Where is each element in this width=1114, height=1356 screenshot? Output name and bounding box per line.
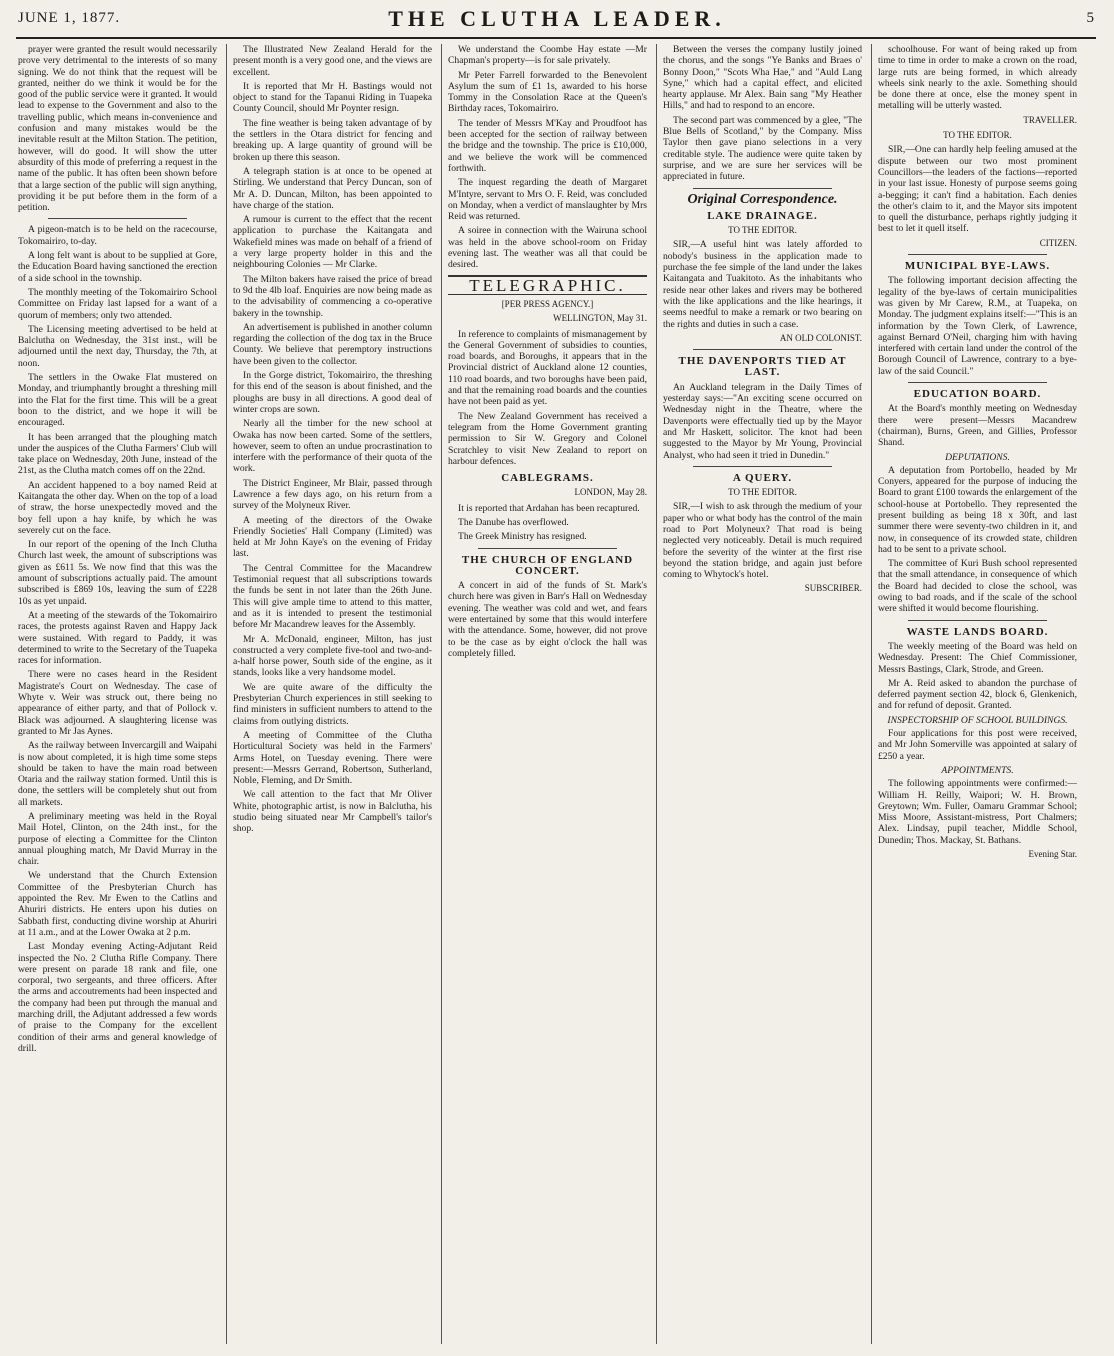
column-3	[448, 44, 647, 1344]
news-paragraph: The second part was commenced by a glee, "The Blue Bells of Scotland," by the Company. Miss Taylor then gave piano selections in a very creditable style. The audience were quite taken by surprise, and we are sure her services will be appreciated in future.	[663, 114, 862, 183]
column-5	[878, 44, 1077, 1344]
news-paragraph: Mr A. Reid asked to abandon the purchase of deferred payment section 42, block 6, Glenkenich, and for refund of deposit. Granted.	[878, 677, 1077, 712]
news-paragraph: The Illustrated New Zealand Herald for the present month is a very good one, and the views are excellent.	[233, 44, 432, 78]
news-paragraph: The tender of Messrs M'Kay and Proudfoot has been accepted for the section of railway between the bridge and the township. The price is £10,000, and we believe the work will be commenced forthwith.	[448, 117, 647, 174]
column-divider	[226, 44, 227, 1344]
sub-heading: INSPECTORSHIP OF SCHOOL BUILDINGS.	[887, 714, 1068, 726]
letter-signature: CITIZEN.	[1039, 237, 1077, 248]
news-paragraph: The following important decision affecting the legality of the bye-laws of certain municipalities was given by Mr Carew, R.M., at Tuapeka, on Monday. The judgment explains itself:—"This is an information by the Town Clerk, of Lawrence, against Bernard O'Neil, charging him with having interfered with certain land under the control of the Borough Council of Lawrence, contrary to a bye-law of the said Council."	[878, 275, 1077, 377]
news-paragraph: prayer were granted the result would necessarily prove very detrimental to the interests of so many signing. We do not think that the request will be granted, neither do we think it would be for the good of the public service were it granted. It would lead to expense to the Government and also to the travelling public, which means in-convenience and confusion and many mistakes would be the inevitable result at the Milton Station. The petition, however, will do good. It will show the utter absurdity of this mode of preferring a request in the name of the public. It has often been shown before that a large section of the public will sign anything, providing it be put before them in the form of a petition.	[18, 44, 217, 214]
news-paragraph: In our report of the opening of the Inch Clutha Church last week, the amount of subscriptions was given as £611 5s. We now find that this was the amount of subscriptions actually paid. The amount subscribed is £869 10s, leaving the sum of £228 10s as yet unpaid.	[18, 539, 217, 607]
section-heading: WASTE LANDS BOARD.	[906, 625, 1049, 638]
news-paragraph: Between the verses the company lustily joined the chorus, and the songs "Ye Banks and Braes o' Bonny Doon," "Scots Wha Hae," and "Auld Lang Syne," which had a capital effect, and elicited hearty applause. Mr Alex. Bain sang "My Heather Hills," and had to respond to an encore.	[663, 44, 862, 112]
section-heading: LAKE DRAINAGE.	[707, 209, 818, 222]
news-paragraph: A meeting of the directors of the Owake Friendly Societies' Hall Company (Limited) was held at Mr John Kaye's on the evening of Friday last.	[233, 514, 432, 560]
to-the-editor: TO THE EDITOR.	[728, 487, 797, 498]
divider	[908, 254, 1047, 255]
divider	[908, 620, 1047, 621]
correspondence-heading: Original Correspondence.	[687, 191, 838, 207]
news-paragraph: Four applications for this post were received, and Mr John Somerville was appointed at salary of £250 a year.	[878, 728, 1077, 762]
news-paragraph: A pigeon-match is to be held on the racecourse, Tokomairiro, to-day.	[18, 224, 217, 247]
news-paragraph: Mr Peter Farrell forwarded to the Benevolent Asylum the sum of £1 1s, awarded to his horse Tommy in the Consolation Race at the Queen's Birthday races, Tokomairiro.	[448, 69, 647, 115]
news-paragraph: It is reported that Mr H. Bastings would not object to stand for the Tapanui Riding in Tuapeka County Council, should Mr Poynter resign.	[233, 80, 432, 115]
column-1	[18, 44, 217, 1344]
news-paragraph: The weekly meeting of the Board was held on Wednesday. Present: The Chief Commissioner, Messrs Bastings, Clark, Strode, and Green.	[878, 640, 1077, 675]
telegraphic-subheading: [PER PRESS AGENCY.]	[501, 298, 594, 309]
news-paragraph: Mr A. McDonald, engineer, Milton, has just constructed a very complete five-tool and two-and-a-half horse power, South side of the engine, as it stands, looks like a very handsome model.	[233, 633, 432, 679]
letter-signature: AN OLD COLONIST.	[779, 332, 862, 343]
page-number: 5	[1086, 10, 1094, 26]
news-paragraph: The District Engineer, Mr Blair, passed through Lawrence a few days ago, on his return from a survey of the Molyneux River.	[233, 477, 432, 512]
letter-paragraph: SIR,—One can hardly help feeling amused at the dispute between our two most prominent Councillors—the leaders of the factions—reported in your last issue. Honesty of purpose seems going a-begging; it can't find a habitation. Each denies the other's claim to it, and the Mayor sits impotent to quell the disturbance, perhaps rightly judging it best to let it quell itself.	[878, 144, 1077, 235]
sub-heading: DEPUTATIONS.	[945, 451, 1010, 463]
news-paragraph: In the Gorge district, Tokomairiro, the threshing for this end of the season is about finished, and the ploughs are busy in all directions. A good deal of winter crops are sown.	[233, 370, 432, 415]
news-paragraph: There were no cases heard in the Resident Magistrate's Court on Wednesday. The case of Whyte v. Weir was struck out, there being no appearance of either party, and that of Pollock v. Black was adjourned. A slaughtering license was granted to Mr Jas Aynes.	[18, 669, 217, 737]
section-heading: MUNICIPAL BYE-LAWS.	[904, 260, 1051, 273]
news-paragraph: The settlers in the Owake Flat mustered on Monday, and triumphantly brought a threshing mill into the Flat for the first time. This will be a great boon to the district, and we hope it will be encouraged.	[18, 372, 217, 429]
news-paragraph: A rumour is current to the effect that the recent application to purchase the Kaitangata and Wakefield mines was made on behalf of a friend of a very large property holder in this and the neighbouring Colonies — Mr Clarke.	[233, 214, 432, 271]
news-paragraph: The Greek Ministry has resigned.	[458, 531, 587, 543]
news-paragraph: We are quite aware of the difficulty the Presbyterian Church experiences in still seeking to find ministers in sufficient numbers to attend to the claims from outlying districts.	[233, 681, 432, 727]
divider	[478, 548, 617, 549]
news-paragraph: An Auckland telegram in the Daily Times of yesterday says:—"An exciting scene occurred on Wednesday night in the Theatre, where the Davenports were effectually tied up by the Mayor and Mr Haskett, solicitor. The knot had been suggested to the Mayor by Mr Young, Provincial Analyst, who had seen it tried in Dunedin."	[663, 381, 862, 461]
news-paragraph: A preliminary meeting was held in the Royal Mail Hotel, Clinton, on the 24th inst., for the purpose of electing a Committee for the Clinton annual ploughing match, Mr David Murray in the chair.	[18, 811, 217, 868]
divider	[693, 466, 832, 467]
column-divider	[656, 44, 657, 1344]
news-paragraph: The New Zealand Government has received a telegram from the Home Government granting permission to Sir W. Gregory and Colonel Scratchley to visit New Zealand to report on harbour defences.	[448, 410, 647, 467]
issue-date: JUNE 1, 1877.	[18, 10, 121, 26]
news-paragraph: The Licensing meeting advertised to be held at Balclutha on Wednesday, the 31st inst., will be adjourned until the next day, Thursday, the 7th, at noon.	[18, 323, 217, 369]
news-paragraph: It is reported that Ardahan has been recaptured.	[458, 502, 640, 514]
telegraphic-heading: TELEGRAPHIC.	[448, 275, 647, 295]
divider	[693, 349, 832, 350]
masthead	[0, 0, 1114, 40]
news-paragraph: It has been arranged that the ploughing match under the auspices of the Clutha Farmers' Club will take place on Wednesday, 20th June, instead of the 21st, as the Clutha match comes off on the 22nd.	[18, 431, 217, 477]
news-paragraph: Last Monday evening Acting-Adjutant Reid inspected the No. 2 Clutha Rifle Company. There were present on parade 18 rank and file, one corporal, two sergeants, and three officers. After the arms and accoutrements had been inspected and the company had been put through the manual and marching drill, the Adjutant addressed a few words of praise to the Company for the excellent condition of their arms and general knowledge of drill.	[18, 941, 217, 1054]
news-paragraph: A soiree in connection with the Wairuna school was held in the above school-room on Friday evening last. The weather was all that could be desired.	[448, 225, 647, 271]
column-2	[233, 44, 432, 1344]
news-paragraph: An accident happened to a boy named Reid at Kaitangata the other day. When on the top of a load of straw, the horse unexpectedly moved and the boy fell upon a hay knife, by which he was severely cut on the face.	[18, 479, 217, 536]
news-paragraph: An advertisement is published in another column regarding the collection of the dog tax in the Bruce County. We believe that peremptory instructions have been given to the collector.	[233, 321, 432, 367]
letter-signature: SUBSCRIBER.	[804, 583, 862, 594]
dateline: LONDON, May 28.	[574, 487, 647, 498]
section-heading: CABLEGRAMS.	[501, 472, 594, 485]
divider	[48, 218, 187, 219]
news-paragraph: A deputation from Portobello, headed by Mr Conyers, appeared for the purpose of inducing the Board to grant £100 towards the enlargement of the school-house at Portobello. They represented the present building as being 18 x 30ft, and last summer there were seventy-two children in it, and now, in consequence of its crowded state, children had to be sent to a private school.	[878, 464, 1077, 555]
to-the-editor: TO THE EDITOR.	[943, 130, 1012, 141]
news-paragraph: In reference to complaints of mismanagement by the General Government of subsidies to counties, road boards, and Boroughs, it appears that in the Provincial district of Auckland alone 12 counties, 110 road boards, and two boroughs have been paid, and that the remaining road boards and the counties have not been paid as yet.	[448, 328, 647, 408]
section-heading: THE CHURCH OF ENGLAND CONCERT.	[461, 553, 634, 577]
news-paragraph: Nearly all the timber for the new school at Owaka has now been carted. Some of the settlers, however, seem to often an undue procrastination to interfere with the performance of their quota of the work.	[233, 418, 432, 475]
news-paragraph: As the railway between Invercargill and Waipahi is now about completed, it is high time some steps should be taken to have the main road between Otaria and the railway station formed. Until this is done, the settlers will be completely shut out from all markets.	[18, 740, 217, 808]
column-divider	[871, 44, 872, 1344]
letter-paragraph: SIR,—A useful hint was lately afforded to nobody's business in the application made to purchase the fee simple of the land under the lakes Kaitangata and Tuakitoto. As the inhabitants who reside near other lakes and rivers may be bothered with the like applications and the like hearings, it seems needful to make a remark or two bearing on the rights and duties in such a case.	[663, 239, 862, 330]
news-paragraph: At a meeting of the stewards of the Tokomairiro races, the protests against Raven and Happy Jack were sustained. With regard to Paddy, it was determined to write to the Secretary of the Tuapeka races for information.	[18, 609, 217, 667]
dateline: WELLINGTON, May 31.	[553, 313, 647, 324]
news-paragraph: A concert in aid of the funds of St. Mark's church here was given in Barr's Hall on Wednesday evening. The weather was cold and wet, and fears were entertained by some that this would interfere with the attendance. Some, however, did not prove to be the case as by eight o'clock the hall was completely filled.	[448, 580, 647, 659]
news-paragraph: We understand the Coombe Hay estate —Mr Chapman's property—is for sale privately.	[448, 44, 647, 67]
news-paragraph: A telegraph station is at once to be opened at Stirling. We understand that Percy Duncan, son of Mr A. D. Duncan, Milton, has been appointed to have charge of the station.	[233, 165, 432, 211]
news-paragraph: A meeting of Committee of the Clutha Horticultural Society was held in the Farmers' Arms Hotel, on Tuesday evening. There were present:—Messrs Gerrand, Robertson, Sutherland, Noble, Fleming, and Dr Smith.	[233, 729, 432, 787]
letter-signature: TRAVELLER.	[1023, 114, 1077, 125]
column-4	[663, 44, 862, 1344]
section-heading: EDUCATION BOARD.	[913, 388, 1042, 401]
news-paragraph: The inquest regarding the death of Margaret M'Intyre, servant to Mrs O. F. Reid, was concluded on Monday, when a verdict of manslaughter by Mrs Reid was returned.	[448, 177, 647, 223]
newspaper-title: THE CLUTHA LEADER.	[388, 6, 726, 31]
news-paragraph: A long felt want is about to be supplied at Gore, the Education Board having sanctioned the erection of a side school in the township.	[18, 250, 217, 284]
news-paragraph: The fine weather is being taken advantage of by the settlers in the Otara district for fencing and breaking up. A large quantity of ground will be broken up there this season.	[233, 117, 432, 163]
news-paragraph: At the Board's monthly meeting on Wednesday there were present—Messrs Macandrew (chairman), Burns, Green, and Gillies, Professor Shand.	[878, 403, 1077, 449]
news-paragraph: We understand that the Church Extension Committee of the Presbyterian Church has appointed the Rev. Mr Ewen to the Catlins and Ahuriri districts. He enters upon his duties on Sabbath first, conducting divine worship at Ahuriri at 11 a.m., and at the Lower Owaka at 2 p.m.	[18, 870, 217, 938]
column-divider	[441, 44, 442, 1344]
divider	[693, 188, 832, 189]
news-paragraph: The following appointments were confirmed:—William H. Reilly, Waipori; W. H. Brown, Greytown; Wm. Fuller, Oamaru Grammar School; Miss Moore, Assistant-mistress, Port Chalmers; Alex. Lindsay, pupil teacher, Middle School, Dunedin; Thos. Mackay, St. Bathans.	[878, 778, 1077, 846]
section-heading: THE DAVENPORTS TIED AT LAST.	[678, 355, 847, 379]
news-paragraph: We call attention to the fact that Mr Oliver White, photographic artist, is now in Balclutha, his studio being situated near Mr Campbell's tailor's shop.	[233, 789, 432, 835]
news-paragraph: The committee of Kuri Bush school represented that the small attendance, in consequence of which the Board had decided to close the school, was owing to bad roads, and if the scale of the school were shifted it would become flourishing.	[878, 558, 1077, 615]
letter-paragraph: SIR,—I wish to ask through the medium of your paper who or what body has the control of the main road to Port Molyneux? That road is being neglected very noticeably. Detail is much required before the severity of the winter at the first rise beyond the station bridge, and again just before coming to Whytock's hotel.	[663, 501, 862, 581]
news-paragraph: The Central Committee for the Macandrew Testimonial request that all subscriptions towards the funds be sent in not later than the 26th June. This will give ample time to attend to this matter, and as it is intended to present the testimonial before Mr Macandrew leaves for the Assembly.	[233, 562, 432, 631]
news-paragraph: The Milton bakers have raised the price of bread to 9d the 4lb loaf. Enquiries are now being made as to the advisability of commencing a co-operative bakery in the township.	[233, 273, 432, 319]
to-the-editor: TO THE EDITOR.	[728, 225, 797, 236]
news-paragraph: The monthly meeting of the Tokomairiro School Committee on Friday last lapsed for a want of a quorum of members; only two attended.	[18, 286, 217, 321]
sub-heading: APPOINTMENTS.	[941, 764, 1014, 776]
masthead-rule	[16, 37, 1096, 39]
divider	[908, 382, 1047, 383]
news-paragraph: The Danube has overflowed.	[458, 516, 569, 528]
news-paragraph: schoolhouse. For want of being raked up from time to time in order to make a crown on the road, large ruts are being formed, in which already wheels sink nearly to the axle. Something should be done there at once, else the money spent in metalling will be utterly wasted.	[878, 44, 1077, 112]
section-heading: A QUERY.	[732, 471, 793, 484]
source-credit: Evening Star.	[1028, 849, 1077, 859]
